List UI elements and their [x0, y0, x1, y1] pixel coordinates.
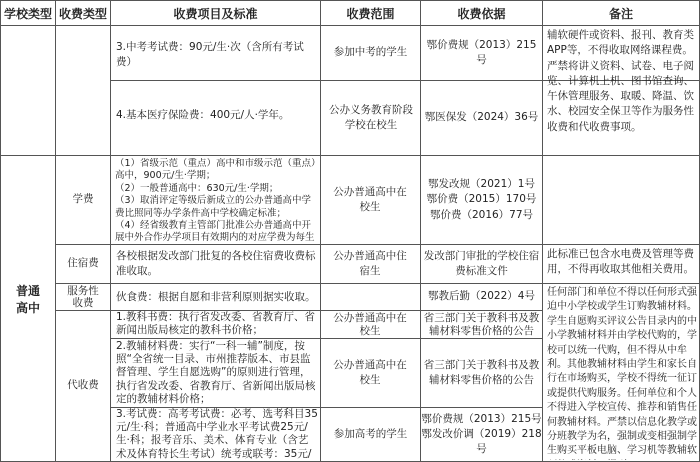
- service-label: 服务性收费: [67, 284, 99, 309]
- insurance-fee-basis: 鄂医保发（2024）36号: [424, 111, 539, 124]
- header-fee-type: 收费类型: [58, 6, 107, 21]
- tuition-standard: [115, 158, 317, 243]
- school-type-high-school: 普通高中: [15, 284, 40, 315]
- exam-fee-high-basis-2: 鄂发改价调（2019）218号: [421, 427, 542, 456]
- header-remarks: 备注: [608, 6, 633, 21]
- exam-fee-high-basis: [421, 408, 542, 461]
- textbook-fee-scope: 公办普通高中在校生: [333, 311, 407, 337]
- header-basis: 收费依据: [457, 6, 506, 21]
- aux-material-fee-item: 2.教辅材料费：实行“一科一辅”制度，按照“全省统一目录、市州推荐版本、市县监督管理、学生自愿选购”的原则进行管理，执行省发改委、省教育厅、省新闻出版局核定的教辅材料价格；: [116, 340, 316, 405]
- aux-material-fee-basis: 省三部门关于教科书及教辅材料零售价格的公告: [423, 358, 540, 386]
- insurance-fee-scope: 公办义务教育阶段学校在校生: [329, 103, 413, 131]
- header-school-type: 学校类型: [3, 6, 52, 21]
- dorm-label: 住宿费: [67, 257, 99, 270]
- exam-fee-high-item: 3.考试费：高考考试费：必考、选考科目35元/生·科；普通高中学业水平考试费25元/生·科；报考音乐、美术、体育专业（含艺术及体育特长生考试）统考或联考：35元/: [116, 408, 318, 460]
- dorm-basis: 发改部门审批的学校住宿费标准文件: [423, 249, 540, 277]
- agency-label: 代收费: [67, 379, 99, 392]
- tuition-basis: [421, 156, 542, 244]
- exam-fee-item: 3.中考考试费：90元/生·次（含所有考试费）: [116, 41, 304, 69]
- grid-line: [542, 0, 543, 462]
- tuition-line-2: （2）一般普通高中：630元/生·学期；: [115, 182, 279, 194]
- exam-fee-basis: 鄂价费规（2013）215号: [426, 38, 537, 66]
- dorm-remark: 此标准已包含水电费及管理等费用，不得再收取其他相关费用。: [547, 248, 694, 276]
- service-item: 伙食费：根据自愿和非营利原则据实收取。: [116, 291, 316, 303]
- tuition-line-4: （4）经省级教育主管部门批准公办普通高中开展中外合作办学项目有效期内的对应学费为每生: [115, 220, 315, 243]
- tuition-basis-2: 鄂价费（2015）170号: [426, 193, 537, 206]
- textbook-fee-item: 1.教科书费：执行省发改委、省教育厅、省新闻出版局核定的教科书价格；: [116, 311, 316, 336]
- textbook-fee-basis: 省三部门关于教科书及教辅材料零售价格的公告: [423, 311, 540, 337]
- tuition-line-1: （1）省级示范（重点）高中和市级示范（重点）高中，900元/生·学期；: [115, 158, 316, 182]
- service-basis: 鄂教后勤（2022）4号: [428, 290, 535, 303]
- exam-fee-high-scope: 参加高考的学生: [333, 427, 408, 440]
- dorm-item: 各校根据发改部门批复的各校住宿费收费标准收取。: [116, 250, 316, 278]
- dorm-scope: 公办普通高中住宿生: [333, 249, 407, 277]
- grid-line: [55, 283, 700, 284]
- grid-line: [0, 0, 1, 462]
- grid-line: [320, 0, 321, 462]
- high-remark: 任何部门和单位不得以任何形式强迫中小学校或学生订购教辅材料。学生自愿购买评议公告目录内的中小学教辅材料并由学校代购的，学校可以统一代购，但不得从中牟利。其他教辅材料由学生和家长自行在市场购买，学校不得统一征订或提供代购服务。任何单位和个人不得进入学校宣传、推荐和销售任何教辅材料。严禁以信息化教学或分班教学为名，强制或变相强制学生购买平板电脑、学习机等教辅软: [547, 287, 697, 457]
- header-items-standard: 收费项目及标准: [173, 6, 258, 21]
- tuition-line-3: （3）取消评定等级后新成立的公办普通高中学费比照同等办学条件高中学校确定标准；: [115, 195, 312, 219]
- tuition-scope: 公办普通高中在校生: [333, 185, 407, 213]
- header-scope: 收费范围: [346, 6, 395, 21]
- tuition-basis-1: 鄂发改规（2021）1号: [428, 178, 535, 191]
- top-remark: 辅软硬件或资料、报刊、教育类APP等，不得收取网络课程费。严禁将讲义资料、试卷、电子阅览、计算机上机、图书馆查询、午休管理服务、取暖、降温、饮水、校园安全保卫等作为服务性收费和代收费事项。: [547, 29, 694, 133]
- exam-fee-scope: 参加中考的学生: [333, 46, 408, 59]
- tuition-label: 学费: [72, 193, 94, 206]
- insurance-fee-item: 4.基本医疗保险费：400元/人·学年。: [116, 109, 290, 121]
- aux-material-fee-scope: 公办普通高中在校生: [333, 358, 407, 386]
- grid-line: [110, 0, 111, 462]
- tuition-basis-3: 鄂价费（2016）77号: [429, 208, 534, 221]
- exam-fee-high-basis-1: 鄂价费规（2013）215号: [421, 412, 542, 425]
